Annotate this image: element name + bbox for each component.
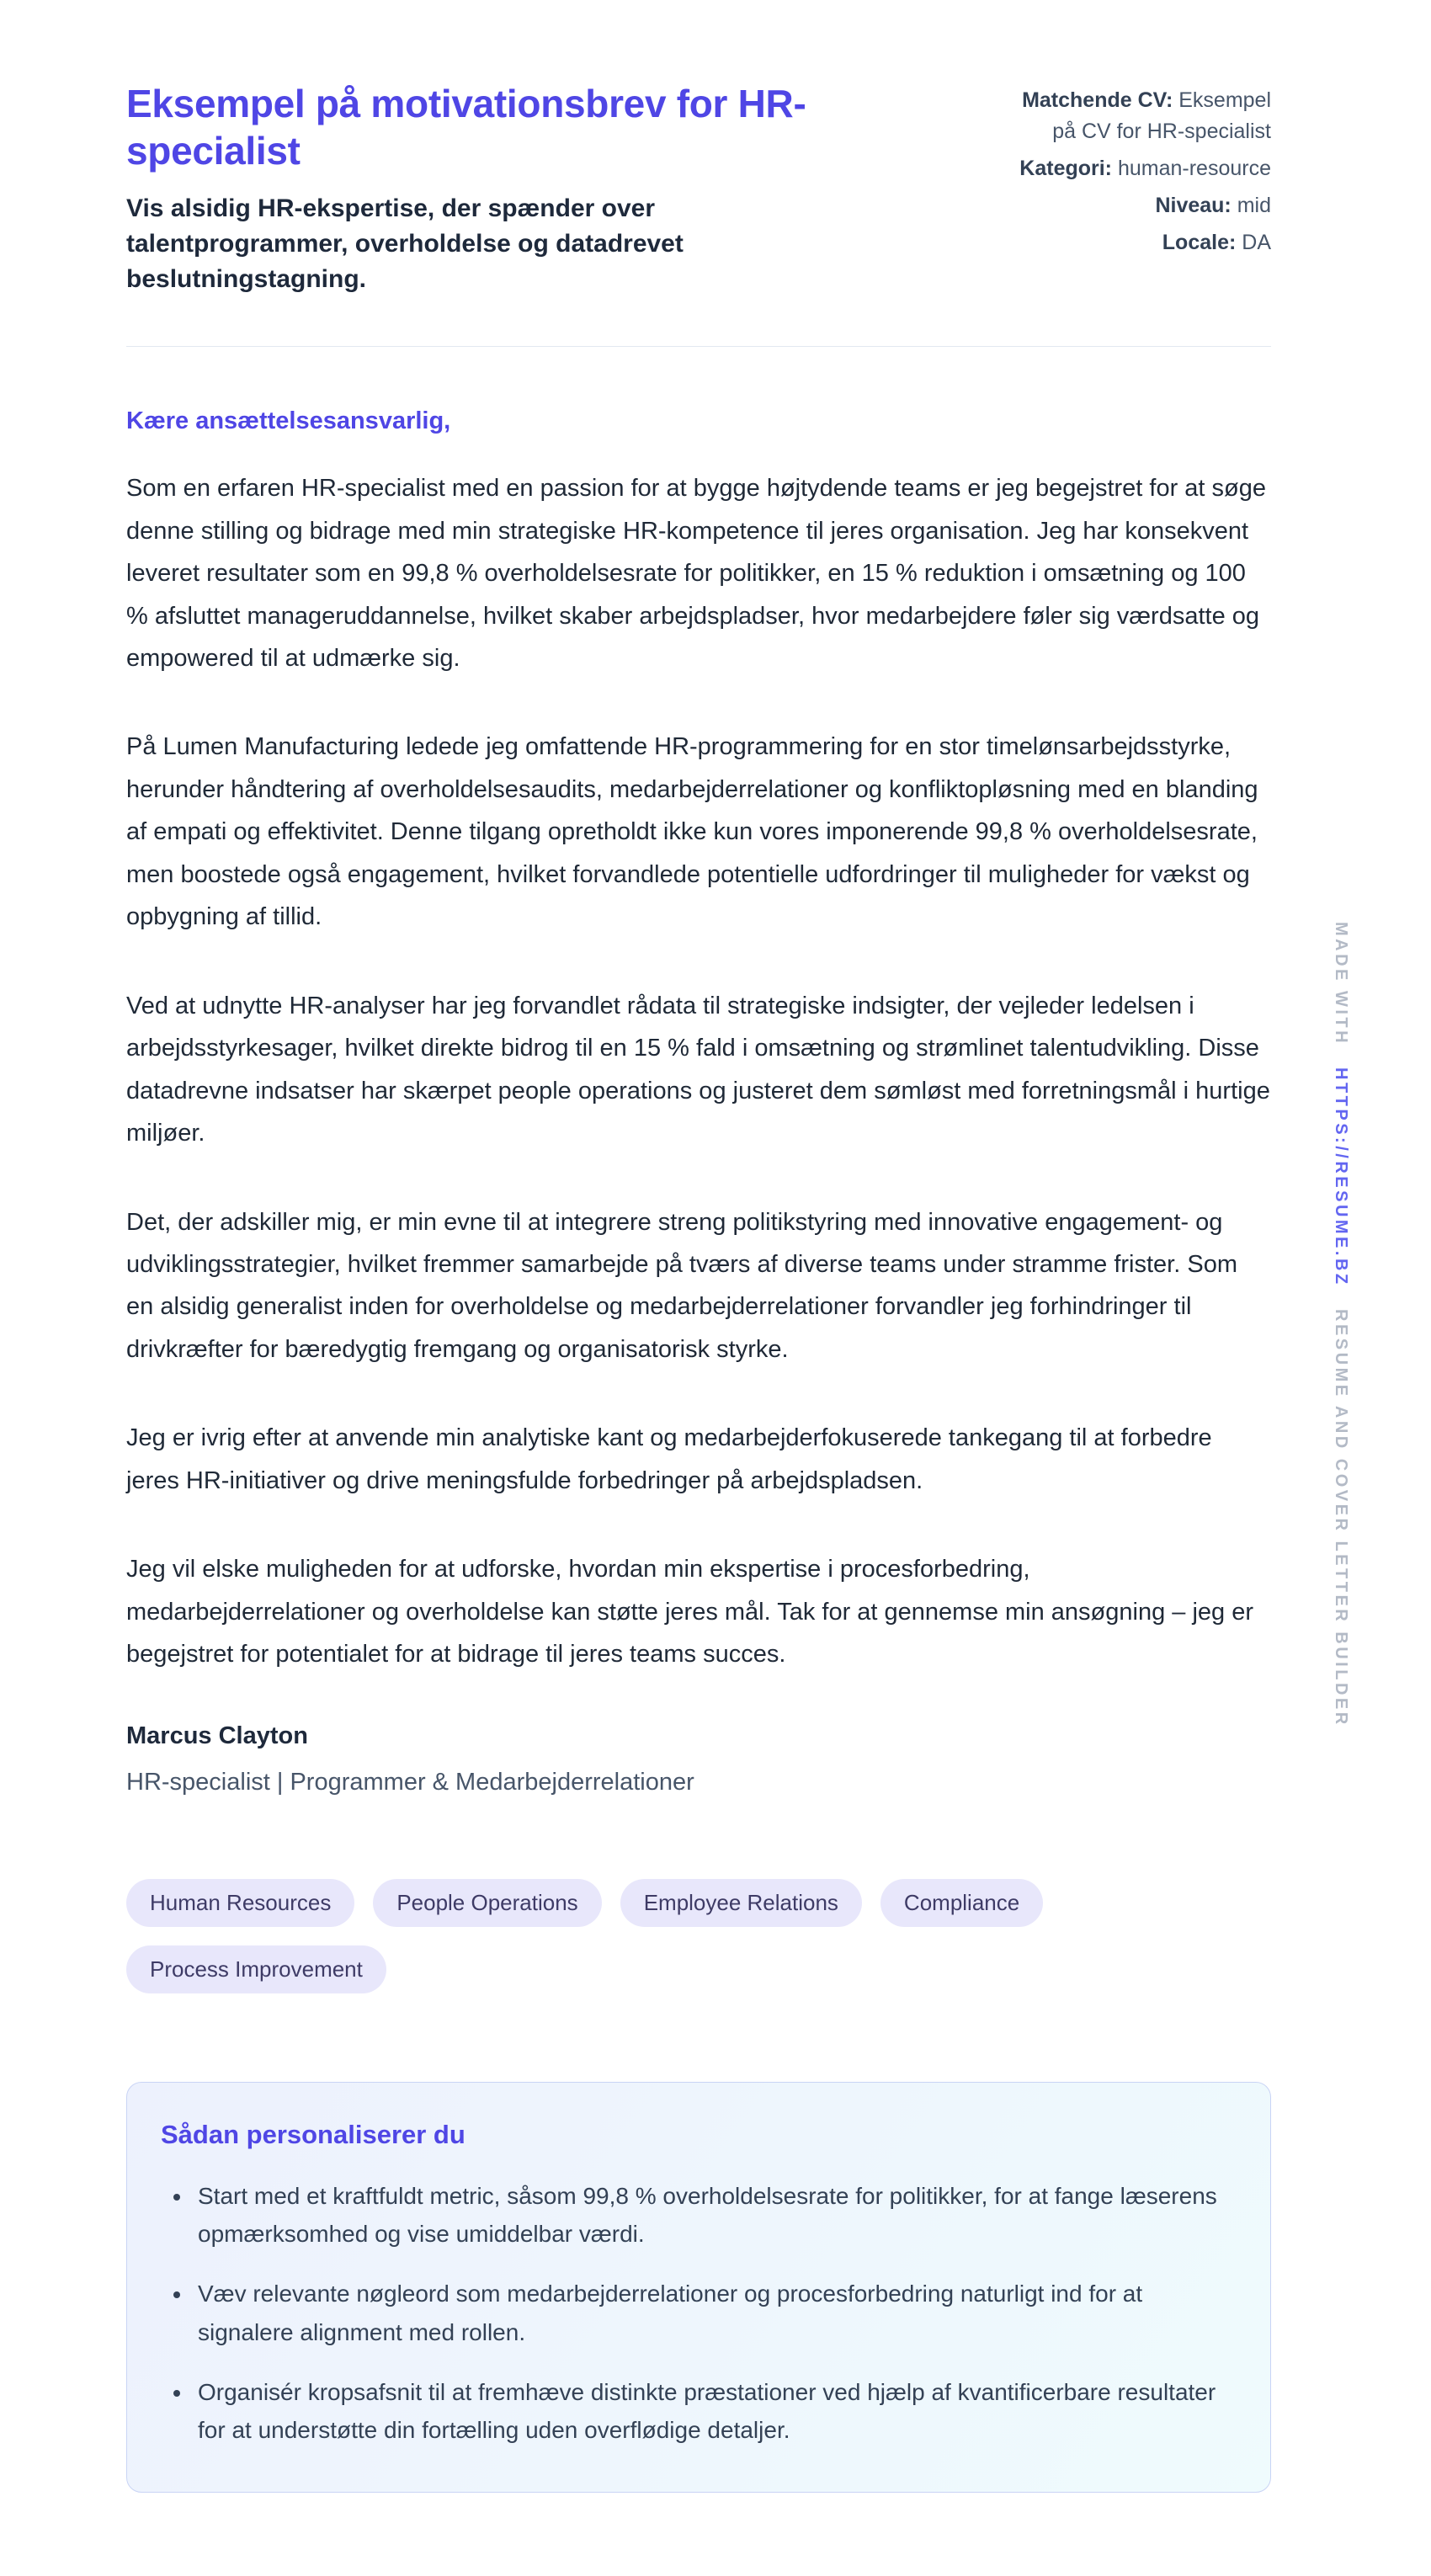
meta-label: Niveau:: [1155, 194, 1232, 217]
content-container: [126, 0, 1271, 2493]
tag-pill-employee-relations: Employee Relations: [620, 1879, 862, 1927]
meta-row-level: [1010, 190, 1271, 221]
page-title: Eksempel på motivationsbrev for HR-specialist: [126, 82, 806, 173]
page-header: [126, 80, 1271, 297]
meta-label: Locale:: [1162, 231, 1237, 254]
tag-pill-people-operations: People Operations: [373, 1879, 601, 1927]
letter-body: [126, 407, 1271, 1796]
header-title-block: [126, 80, 976, 297]
meta-block: [1010, 80, 1271, 264]
tips-heading: Sådan personaliserer du: [161, 2119, 465, 2149]
meta-value-locale: DA: [1242, 231, 1271, 254]
meta-value-level: mid: [1237, 194, 1271, 217]
tip-item: • Start med et kraftfuldt metric, såsom 99,8 % overholdelsesrate for politikker, for at fange læserens opmærksomhed og vise umiddelbar værdi.: [193, 2177, 1230, 2254]
tips-list: [161, 2177, 1230, 2450]
tag-pill-process-improvement: Process Improvement: [126, 1945, 386, 1993]
letter-paragraph: Jeg vil elske muligheden for at udforske, hvordan min ekspertise i procesforbedring, medarbejderrelationer og overholdelse kan støtte jeres mål. Tak for at gennemse min ansøgning – jeg er begejstret for potentialet for at bidrage til jeres teams succes.: [126, 1556, 1254, 1669]
page-subtitle: Vis alsidig HR-ekspertise, der spænder over talentprogrammer, overholdelse og datadrevet beslutningstagning.: [126, 194, 684, 294]
meta-label: Matchende CV:: [1022, 88, 1173, 112]
keyword-tag-list: [126, 1879, 1271, 1993]
tag-pill-human-resources: Human Resources: [126, 1879, 354, 1927]
meta-row-matching-cv: [1010, 85, 1271, 147]
watermark-tagline: RESUME AND COVER LETTER BUILDER: [1332, 1308, 1350, 1727]
watermark-made-with-label: MADE WITH: [1332, 922, 1350, 1046]
tip-item: • Væv relevante nøgleord som medarbejderrelationer og procesforbedring naturligt ind for at signalere alignment med rollen.: [193, 2275, 1230, 2351]
signature-role: HR-specialist | Programmer & Medarbejderrelationer: [126, 1768, 694, 1796]
letter-paragraph: Ved at udnytte HR-analyser har jeg forvandlet rådata til strategiske indsigter, der vejleder ledelsen i arbejdsstyrkesager, hvilket direkte bidrog til en 15 % fald i omsætning og strømlinet talentudvikling. Disse datadrevne indsatser har skærpet people operations og justeret dem sømløst med forretningsmål i hurtige miljøer.: [126, 992, 1270, 1147]
meta-row-category: [1010, 153, 1271, 184]
meta-value-matching-cv: Eksempel på CV for HR-specialist: [1052, 88, 1271, 143]
letter-paragraph: Som en erfaren HR-specialist med en passion for at bygge højtydende teams er jeg begejstret for at søge denne stilling og bidrage med min strategiske HR-kompetence til jeres organisation. Jeg har konsekvent leveret resultater som en 99,8 % overholdelsesrate for politikker, en 15 % reduktion i omsætning og 100 % afsluttet manageruddannelse, hvilket skaber arbejdspladser, hvor medarbejdere føler sig værdsatte og empowered til at udmærke sig.: [126, 475, 1267, 673]
meta-label: Kategori:: [1019, 157, 1113, 180]
signature-name: Marcus Clayton: [126, 1722, 308, 1749]
meta-row-locale: [1010, 227, 1271, 258]
header-divider: [126, 346, 1271, 347]
letter-paragraph: Jeg er ivrig efter at anvende min analytiske kant og medarbejderfokuserede tankegang til at forbedre jeres HR-initiativer og drive meningsfulde forbedringer på arbejdspladsen.: [126, 1424, 1212, 1494]
personalization-tips-card: [126, 2082, 1271, 2493]
tag-pill-compliance: Compliance: [880, 1879, 1043, 1927]
watermark-resume-bz-link[interactable]: HTTPS://RESUME.BZ: [1332, 1067, 1350, 1287]
meta-value-category: human-resource: [1117, 157, 1271, 180]
letter-greeting: Kære ansættelsesansvarlig,: [126, 407, 451, 435]
signature-block: [126, 1722, 1271, 1796]
watermark: [1331, 922, 1350, 1727]
letter-paragraph: Det, der adskiller mig, er min evne til at integrere streng politikstyring med innovative engagement- og udviklingsstrategier, hvilket fremmer samarbejde på tværs af diverse teams under stramme frister. Som en alsidig generalist inden for overholdelse og medarbejderrelationer forvandler jeg forhindringer til drivkræfter for bæredygtig fremgang og organisatorisk styrke.: [126, 1208, 1237, 1363]
letter-paragraph: På Lumen Manufacturing ledede jeg omfattende HR-programmering for en stor timelønsarbejdsstyrke, herunder håndtering af overholdelsesaudits, medarbejderrelationer og konfliktopløsning med en blanding af empati og effektivitet. Denne tilgang opretholdt ikke kun vores imponerende 99,8 % overholdelsesrate, men boostede også engagement, hvilket forvandlede potentielle udfordringer til muligheder for vækst og opbygning af tillid.: [126, 733, 1258, 931]
tip-item: • Organisér kropsafsnit til at fremhæve distinkte præstationer ved hjælp af kvantificerbare resultater for at understøtte din fortælling uden overflødige detaljer.: [193, 2373, 1230, 2450]
